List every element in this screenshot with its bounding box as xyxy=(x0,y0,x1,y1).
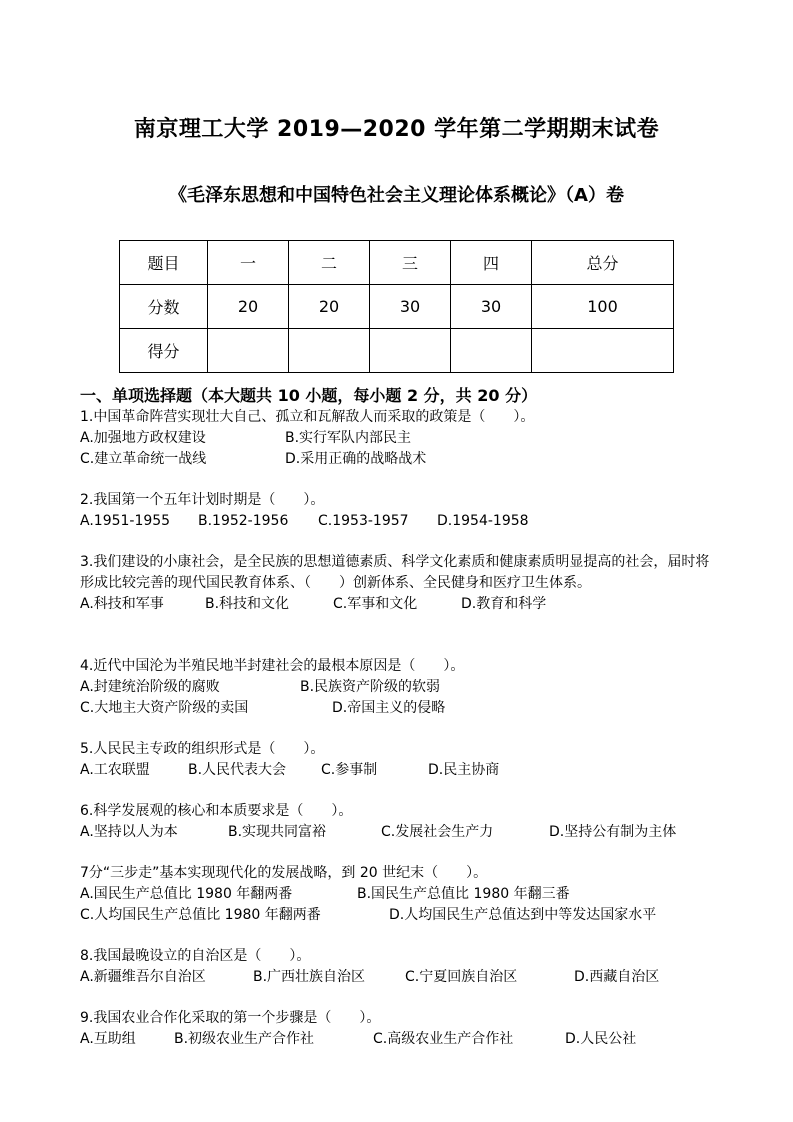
option-row xyxy=(80,760,720,781)
option-d[interactable]: D.西藏自治区 xyxy=(574,969,660,985)
option-c[interactable]: C.高级农业生产合作社 xyxy=(373,1031,514,1047)
option-a[interactable]: A.加强地方政权建设 xyxy=(80,430,206,446)
earned-total-cell[interactable] xyxy=(532,329,674,373)
exam-subtitle: 《毛泽东思想和中国特色社会主义理论体系概论》（A）卷 xyxy=(169,185,624,206)
option-d[interactable]: D.帝国主义的侵略 xyxy=(332,700,446,716)
score-table-header: 题目 xyxy=(120,241,208,285)
option-c[interactable]: C.大地主大资产阶级的卖国 xyxy=(80,700,249,716)
earned-cell[interactable] xyxy=(289,329,370,373)
option-b[interactable]: B.1952-1956 xyxy=(198,513,289,529)
option-c[interactable]: C.人均国民生产总值比 1980 年翻两番 xyxy=(80,907,321,923)
points-cell: 20 xyxy=(208,285,289,329)
earned-cell[interactable] xyxy=(208,329,289,373)
option-row xyxy=(80,905,720,926)
question-stem: 5.人民民主专政的组织形式是（ ）。 xyxy=(80,741,325,757)
score-table-earned-row xyxy=(120,329,674,373)
option-c[interactable]: C.发展社会生产力 xyxy=(381,824,494,840)
question-stem: 9.我国农业合作化采取的第一个步骤是（ ）。 xyxy=(80,1010,381,1026)
option-row xyxy=(80,967,720,988)
option-d[interactable]: D.采用正确的战略战术 xyxy=(285,451,427,467)
option-a[interactable]: A.封建统治阶级的腐败 xyxy=(80,679,220,695)
option-b[interactable]: B.广西壮族自治区 xyxy=(253,969,366,985)
score-table-header: 三 xyxy=(370,241,451,285)
points-cell: 20 xyxy=(289,285,370,329)
option-d[interactable]: D.人均国民生产总值达到中等发达国家水平 xyxy=(389,907,657,923)
option-d[interactable]: D.民主协商 xyxy=(428,762,500,778)
option-a[interactable]: A.工农联盟 xyxy=(80,762,150,778)
question-6 xyxy=(80,801,720,843)
option-a[interactable]: A.新疆维吾尔自治区 xyxy=(80,969,206,985)
question-1 xyxy=(80,407,720,470)
option-row xyxy=(80,449,720,470)
points-cell: 30 xyxy=(370,285,451,329)
option-a[interactable]: A.科技和军事 xyxy=(80,596,164,612)
option-a[interactable]: A.国民生产总值比 1980 年翻两番 xyxy=(80,886,293,902)
option-d[interactable]: D.坚持公有制为主体 xyxy=(549,824,677,840)
option-b[interactable]: B.初级农业生产合作社 xyxy=(174,1031,315,1047)
question-2 xyxy=(80,490,720,532)
question-5 xyxy=(80,739,720,781)
question-7 xyxy=(80,863,720,926)
score-table-header: 总分 xyxy=(532,241,674,285)
option-row xyxy=(80,884,720,905)
option-a[interactable]: A.1951-1955 xyxy=(80,513,171,529)
score-table-header-row xyxy=(120,241,674,285)
option-d[interactable]: D.1954-1958 xyxy=(437,513,529,529)
score-table-header: 一 xyxy=(208,241,289,285)
earned-cell[interactable] xyxy=(451,329,532,373)
option-c[interactable]: C.宁夏回族自治区 xyxy=(405,969,518,985)
question-stem: 6.科学发展观的核心和本质要求是（ ）。 xyxy=(80,803,353,819)
option-b[interactable]: B.人民代表大会 xyxy=(188,762,287,778)
question-8 xyxy=(80,946,720,988)
question-stem: 4.近代中国沦为半殖民地半封建社会的最根本原因是（ ）。 xyxy=(80,658,465,674)
option-b[interactable]: B.实现共同富裕 xyxy=(228,824,327,840)
option-d[interactable]: D.人民公社 xyxy=(565,1031,637,1047)
option-b[interactable]: B.实行军队内部民主 xyxy=(285,430,412,446)
option-row xyxy=(80,698,720,719)
section-heading: 一、单项选择题（本大题共 10 小题，每小题 2 分，共 20 分） xyxy=(80,386,538,405)
option-b[interactable]: B.科技和文化 xyxy=(205,596,290,612)
option-c[interactable]: C.建立革命统一战线 xyxy=(80,451,207,467)
question-4 xyxy=(80,656,720,719)
question-stem: 3.我们建设的小康社会，是全民族的思想道德素质、科学文化素质和健康素质明显提高的社会，届时将形成比较完善的现代国民教育体系、（ ）创新体系、全民健身和医疗卫生体系。 xyxy=(80,554,710,591)
question-stem: 1.中国革命阵营实现壮大自己、孤立和瓦解敌人而采取的政策是（ ）。 xyxy=(80,409,535,425)
score-table-header: 四 xyxy=(451,241,532,285)
score-table-header: 二 xyxy=(289,241,370,285)
question-stem: 8.我国最晚设立的自治区是（ ）。 xyxy=(80,948,311,964)
points-cell: 30 xyxy=(451,285,532,329)
option-row xyxy=(80,677,720,698)
points-total-cell: 100 xyxy=(532,285,674,329)
option-b[interactable]: B.国民生产总值比 1980 年翻三番 xyxy=(357,886,570,902)
option-d[interactable]: D.教育和科学 xyxy=(461,596,547,612)
earned-label: 得分 xyxy=(120,329,208,373)
option-row xyxy=(80,594,716,615)
exam-title: 南京理工大学 2019—2020 学年第二学期期末试卷 xyxy=(133,117,660,142)
option-row xyxy=(80,511,720,532)
option-row xyxy=(80,822,720,843)
question-stem: 2.我国第一个五年计划时期是（ ）。 xyxy=(80,492,325,508)
question-stem: 7分“三步走”基本实现现代化的发展战略，到 20 世纪末（ ）。 xyxy=(80,865,488,881)
question-9 xyxy=(80,1008,720,1050)
option-a[interactable]: A.互助组 xyxy=(80,1031,136,1047)
score-table xyxy=(119,240,674,373)
option-row xyxy=(80,1029,720,1050)
earned-cell[interactable] xyxy=(370,329,451,373)
score-table-points-row xyxy=(120,285,674,329)
option-b[interactable]: B.民族资产阶级的软弱 xyxy=(300,679,441,695)
option-c[interactable]: C.军事和文化 xyxy=(333,596,418,612)
option-row xyxy=(80,428,720,449)
option-a[interactable]: A.坚持以人为本 xyxy=(80,824,178,840)
question-3 xyxy=(80,552,716,615)
option-c[interactable]: C.参事制 xyxy=(321,762,378,778)
points-label: 分数 xyxy=(120,285,208,329)
option-c[interactable]: C.1953-1957 xyxy=(318,513,409,529)
